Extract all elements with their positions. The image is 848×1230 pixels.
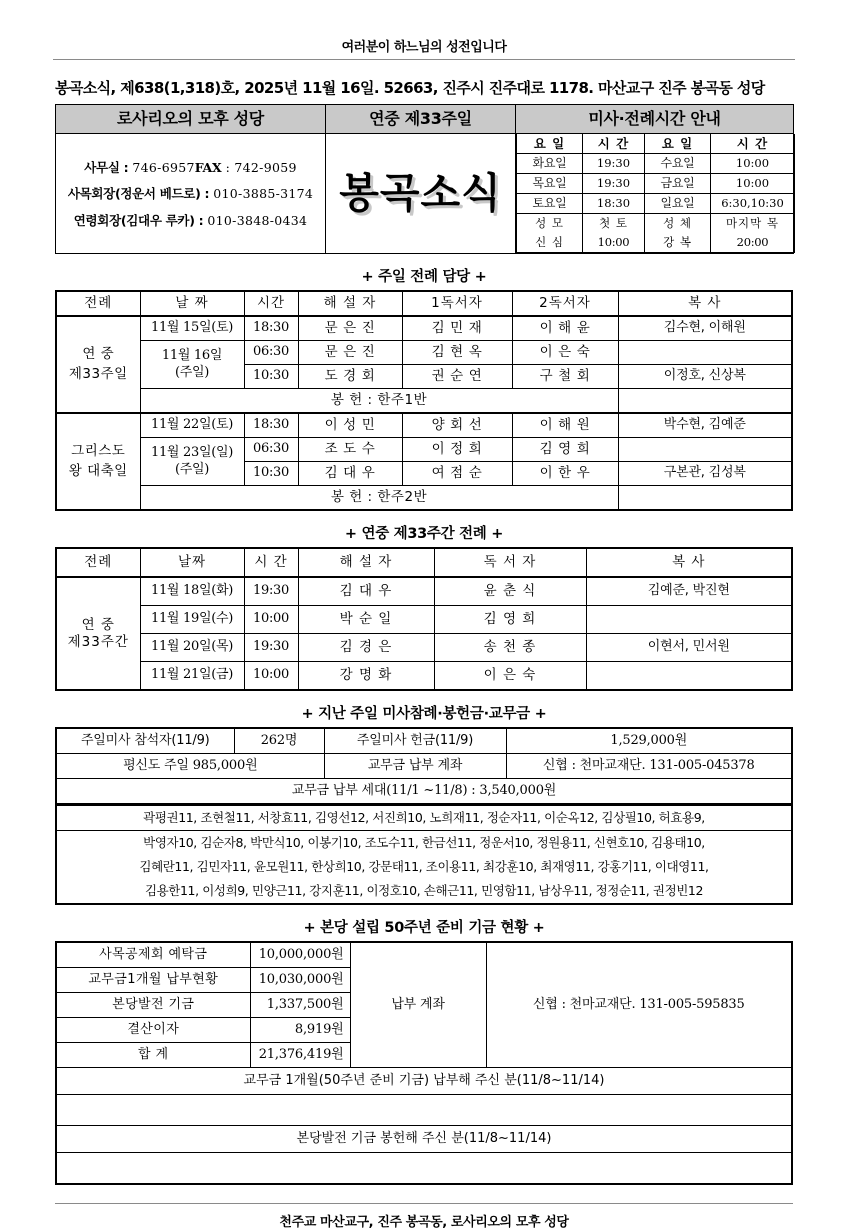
list-item [56,879,792,904]
table-row [56,662,792,691]
weekday-date: 11월 18일(화) [140,577,244,606]
special-firstsat-label: 첫 토 [583,214,645,234]
issue-line: 봉곡소식, 제638(1,318)호, 2025년 11월 16일. 52663, 진주시 진주대로 1178. 마산교구 진주 봉곡동 성당 [55,79,765,97]
funeral-chair-label: 연령회장(김대우 루카) : [73,212,208,228]
times-day: 토요일 [517,194,583,214]
funeral-chair-contact [62,207,319,234]
col-header-reader: 독 서 자 [434,548,586,577]
col-header-date: 날짜 [140,548,244,577]
households-dues-line: 교무금 납부 세대(11/1 ~11/8) : 3,540,000원 [56,779,792,805]
times-header-day1: 요 일 [517,134,583,154]
times-time: 19:30 [583,154,645,174]
fund-item-label: 사목공제회 예탁금 [56,942,250,968]
reader-2: 구 철 회 [512,365,618,389]
fund-item-label: 교무금1개월 납부현황 [56,968,250,993]
attendance-value: 262명 [234,728,324,754]
commentator: 강 명 화 [298,662,434,691]
table-row [56,341,792,365]
reader: 윤 춘 식 [434,577,586,606]
reader-2: 이 해 윤 [512,316,618,341]
weekday-liturgy-title: + 연중 제33주간 전례 + [344,526,504,542]
offering-group: 봉 헌 : 한주1반 [140,389,618,414]
table-row [56,779,792,805]
times-day: 화요일 [517,154,583,174]
collection-title: + 지난 주일 미사참례·봉헌금·교무금 + [301,706,547,722]
name-row: 곽평권11, 조현철11, 서창효11, 김영선12, 서진희10, 노희재11, 정순자11, 이순옥12, 김상필10, 허효용9, [56,806,792,831]
occasion-line-2: 제33주일 [68,365,128,382]
col-header-commentator: 해 설 자 [298,548,434,577]
fund-development-names [56,1153,792,1185]
footer-text: 천주교 마산교구, 진주 봉곡동, 로사리오의 모후 성당 [279,1215,569,1230]
name-row: 김용한11, 이성희9, 민양근11, 강지훈11, 이정호10, 손해근11, 민영함11, 남상우11, 정정순11, 권정빈12 [56,879,792,904]
fax-number: : 742-9059 [221,159,297,175]
col-header-time: 시간 [244,291,298,316]
occasion-line-1: 그리스도 [71,442,126,459]
servers [618,438,792,462]
servers [586,662,792,691]
office-label: 사무실 : [84,159,133,175]
mass-time: 06:30 [244,438,298,462]
fund-dues-note: 교무금 1개월(50주년 준비 기금) 납부해 주신 분(11/8~11/14) [56,1068,792,1095]
table-row [56,577,792,606]
table-row [56,1126,792,1153]
servers [618,341,792,365]
top-banner-text: 여러분이 하느님의 성전입니다 [341,40,507,55]
offering-label: 주일미사 헌금(11/9) [324,728,506,754]
mass-times-cell [516,134,794,254]
times-day: 금요일 [645,174,711,194]
times-header-day2: 요 일 [645,134,711,154]
mass-times-table [516,134,795,253]
reader-2: 김 영 희 [512,438,618,462]
commentator: 김 대 우 [298,462,402,486]
times-header-time1: 시 간 [583,134,645,154]
dues-account-label: 교무금 납부 계좌 [324,754,506,779]
masthead-table [55,104,794,254]
reader-1: 이 정 희 [402,438,512,462]
fund-item-label: 합 계 [56,1043,250,1068]
commentator: 조 도 수 [298,438,402,462]
occasion-line-1: 연 중 [81,616,115,633]
fund-development-note: 본당발전 기금 봉헌해 주신 분(11/8~11/14) [56,1126,792,1153]
mass-time: 18:30 [244,413,298,438]
times-day: 목요일 [517,174,583,194]
col-header-reader1: 1독서자 [402,291,512,316]
mass-time: 06:30 [244,341,298,365]
servers [586,606,792,634]
occasion-line-1: 연 중 [82,345,115,362]
table-row [56,606,792,634]
dues-account-value: 신협 : 천마교재단. 131-005-045378 [506,754,792,779]
fund-item-amount: 1,337,500원 [250,993,350,1018]
funeral-chair-number: 010-3848-0434 [207,212,308,228]
times-special-row-2 [517,233,795,253]
table-header-row [56,548,792,577]
servers: 김수현, 이해원 [618,316,792,341]
servers: 이현서, 민서원 [586,634,792,662]
reader-1: 양 회 선 [402,413,512,438]
name-row: 김혜란11, 김민자11, 윤모원11, 한상희10, 강문태11, 조이용11, 최강훈10, 최재영11, 강홍기11, 이대영11, [56,855,792,879]
fund-item-amount: 10,030,000원 [250,968,350,993]
parish-name-header: 로사리오의 모후 성당 [56,105,326,134]
saturday-date: 11월 22일(토) [140,413,244,438]
reader: 김 영 희 [434,606,586,634]
times-row [517,194,795,214]
col-header-date: 날 짜 [140,291,244,316]
occasion-cell [56,577,140,690]
contact-block [56,134,326,254]
weekday-date: 11월 20일(목) [140,634,244,662]
mass-time: 19:30 [244,634,298,662]
fund-status-table [55,941,793,1185]
col-header-liturgy: 전례 [56,548,140,577]
col-header-liturgy: 전례 [56,291,140,316]
reader: 이 은 숙 [434,662,586,691]
collection-table [55,727,793,805]
table-row [56,1068,792,1095]
col-header-time: 시 간 [244,548,298,577]
reader-1: 권 순 연 [402,365,512,389]
table-row [56,728,792,754]
times-time: 10:00 [711,154,795,174]
servers: 김예준, 박진현 [586,577,792,606]
mass-time: 10:00 [244,606,298,634]
times-day: 일요일 [645,194,711,214]
reader-1: 김 민 재 [402,316,512,341]
special-firstsat-time: 10:00 [583,233,645,253]
special-lastthu-label: 마지막 목 [711,214,795,234]
table-row [56,438,792,462]
list-item [56,831,792,856]
weekday-date: 11월 21일(금) [140,662,244,691]
fund-dues-names [56,1095,792,1126]
fund-item-amount: 21,376,419원 [250,1043,350,1068]
times-header-time2: 시 간 [711,134,795,154]
dues-payers-name-list [55,805,793,905]
pastoral-chair-label: 사목회장(정운서 베드로) : [67,186,214,202]
logo-cell [326,134,516,254]
commentator: 김 경 은 [298,634,434,662]
fund-account-value: 신협 : 천마교재단. 131-005-595835 [486,942,792,1068]
name-row: 박영자10, 김순자8, 박만식10, 이봉기10, 조도수11, 한금선11, 정운서10, 정원용11, 신현호10, 김용태10, [56,831,792,856]
commentator: 김 대 우 [298,577,434,606]
reader-2: 이 해 원 [512,413,618,438]
reader-2: 이 한 우 [512,462,618,486]
mass-time: 18:30 [244,316,298,341]
reader-1: 김 현 옥 [402,341,512,365]
table-header-row [56,291,792,316]
table-row [56,754,792,779]
reader: 송 천 종 [434,634,586,662]
sunday-date [140,438,244,486]
times-time: 18:30 [583,194,645,214]
times-time: 10:00 [711,174,795,194]
pastoral-chair-number: 010-3885-3174 [213,186,314,202]
occasion-cell [56,413,140,510]
special-marian-label: 성 모 [517,214,583,234]
table-row [56,316,792,341]
offering-group: 봉 헌 : 한주2반 [140,486,618,511]
table-row [56,634,792,662]
reader-2: 이 은 숙 [512,341,618,365]
table-row [56,1153,792,1185]
times-time: 6:30,10:30 [711,194,795,214]
occasion-line-2: 제33주간 [67,633,129,650]
table-row [56,942,792,968]
fund-title: + 본당 설립 50주년 준비 기금 현황 + [303,920,545,936]
times-day: 수요일 [645,154,711,174]
times-special-row-1 [517,214,795,234]
saturday-date: 11월 15일(토) [140,316,244,341]
times-time: 19:30 [583,174,645,194]
commentator: 박 순 일 [298,606,434,634]
list-item [56,855,792,879]
offering-row [56,389,792,414]
commentator: 이 성 민 [298,413,402,438]
bulletin-logo: 봉곡소식 [339,168,502,217]
weekday-liturgy-table [55,547,793,691]
fund-item-label: 본당발전 기금 [56,993,250,1018]
servers: 구본관, 김성복 [618,462,792,486]
col-header-servers: 복 사 [586,548,792,577]
commentator: 도 경 회 [298,365,402,389]
attendance-label: 주일미사 참석자(11/9) [56,728,234,754]
office-number: 746-6957 [132,159,195,175]
list-item [56,806,792,831]
pastoral-chair-contact [62,180,319,207]
occasion-line-2: 왕 대축일 [68,462,128,479]
mass-time: 10:30 [244,365,298,389]
special-marian-label2: 신 심 [517,233,583,253]
occasion-cell [56,316,140,413]
sunday-liturgy-table [55,290,793,511]
special-blessing-label: 성 체 [645,214,711,234]
mass-time: 10:30 [244,462,298,486]
sunday-liturgy-title: + 주일 전례 담당 + [361,269,487,285]
sunday-date-line-2: (주일) [174,364,210,380]
sunday-date [140,341,244,389]
sunday-date-line-1: 11월 23일(일) [150,445,234,461]
col-header-reader2: 2독서자 [512,291,618,316]
sunday-date-line-2: (주일) [174,461,210,477]
servers: 이정호, 신상복 [618,365,792,389]
fund-item-label: 결산이자 [56,1018,250,1043]
mass-times-header: 미사·전례시간 안내 [516,105,794,134]
commentator: 문 은 진 [298,316,402,341]
times-row [517,174,795,194]
times-row [517,154,795,174]
servers: 박수현, 김예준 [618,413,792,438]
office-contact [62,154,319,181]
fund-item-amount: 10,000,000원 [250,942,350,968]
mass-time: 10:00 [244,662,298,691]
table-row [56,413,792,438]
special-lastthu-time: 20:00 [711,233,795,253]
table-row [56,1095,792,1126]
reader-1: 여 점 순 [402,462,512,486]
mass-time: 19:30 [244,577,298,606]
offering-row [56,486,792,511]
special-blessing-label2: 강 복 [645,233,711,253]
fax-label: FAX [194,159,222,175]
fund-item-amount: 8,919원 [250,1018,350,1043]
fund-account-label: 납부 계좌 [350,942,486,1068]
laity-sunday-value: 평신도 주일 985,000원 [56,754,324,779]
sunday-date-line-1: 11월 16일 [161,348,223,364]
liturgical-season-header: 연중 제33주일 [326,105,516,134]
weekday-date: 11월 19일(수) [140,606,244,634]
col-header-servers: 복 사 [618,291,792,316]
offering-value: 1,529,000원 [506,728,792,754]
col-header-commentator: 해 설 자 [298,291,402,316]
commentator: 문 은 진 [298,341,402,365]
